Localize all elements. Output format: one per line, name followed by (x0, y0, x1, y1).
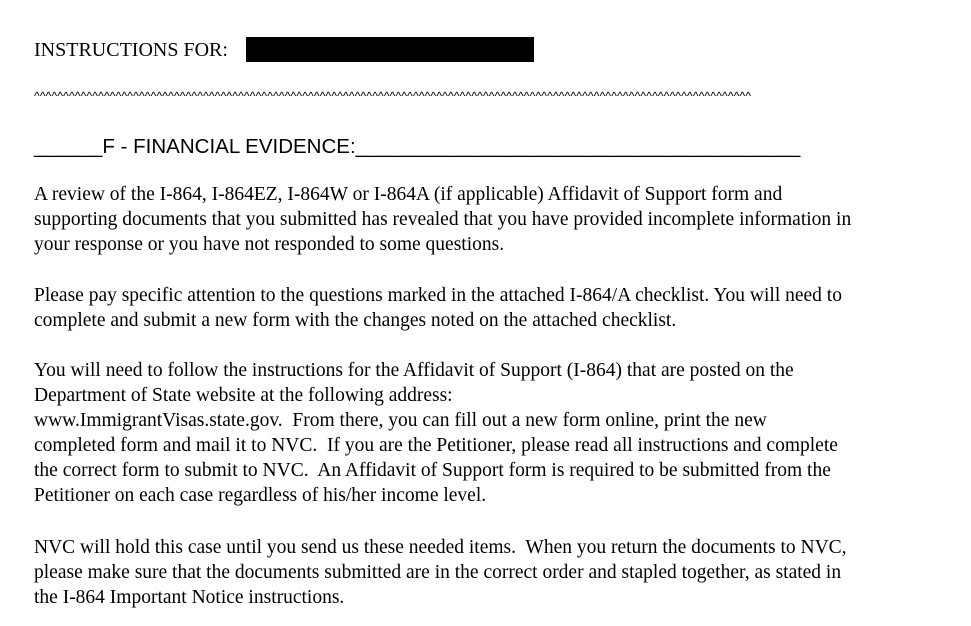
instructions-for-label: INSTRUCTIONS FOR: (34, 39, 228, 61)
paragraph-line: Petitioner on each case regardless of his/her income level. (34, 485, 487, 506)
paragraph-line: www.ImmigrantVisas.state.gov. From there, you can fill out a new form online, print the new (34, 410, 767, 431)
paragraph-checklist (34, 283, 964, 333)
paragraph-affidavit-instructions (34, 358, 964, 508)
paragraph-line: please make sure that the documents submitted are in the correct order and stapled together, as stated in (34, 562, 842, 583)
section-heading-financial-evidence: ______F - FINANCIAL EVIDENCE:_______________________________________ (34, 135, 801, 158)
paragraph-line: complete and submit a new form with the changes noted on the attached checklist. (34, 310, 677, 331)
paragraph-line: your response or you have not responded to some questions. (34, 234, 505, 255)
redaction-bar (246, 37, 534, 62)
paragraph-hold-notice (34, 535, 964, 610)
paragraph-line: the correct form to submit to NVC. An Affidavit of Support form is required to be submitted from the (34, 460, 831, 481)
paragraph-line: the I-864 Important Notice instructions. (34, 587, 345, 608)
paragraph-line: You will need to follow the instructions for the Affidavit of Support (I-864) that are posted on the (34, 360, 794, 381)
paragraph-line: A review of the I-864, I-864EZ, I-864W or I-864A (if applicable) Affidavit of Support form and (34, 184, 783, 205)
paragraph-review (34, 182, 964, 257)
paragraph-line: NVC will hold this case until you send us these needed items. When you return the documents to NVC, (34, 537, 847, 558)
paragraph-line: Please pay specific attention to the questions marked in the attached I-864/A checklist. You will need to (34, 285, 842, 306)
paragraph-line: supporting documents that you submitted has revealed that you have provided incomplete information in (34, 209, 852, 230)
paragraph-line: Department of State website at the following address: (34, 385, 453, 406)
caret-divider: ^^^^^^^^^^^^^^^^^^^^^^^^^^^^^^^^^^^^^^^^^^^^^^^^^^^^^^^^^^^^^^^^^^^^^^^^^^^^^^^^^^^^^^^^^^^^^^^^^^^^^^^^^^^^^^^^^^^^^^^^^^^ (34, 89, 752, 103)
paragraph-line: completed form and mail it to NVC. If you are the Petitioner, please read all instructions and complete (34, 435, 838, 456)
